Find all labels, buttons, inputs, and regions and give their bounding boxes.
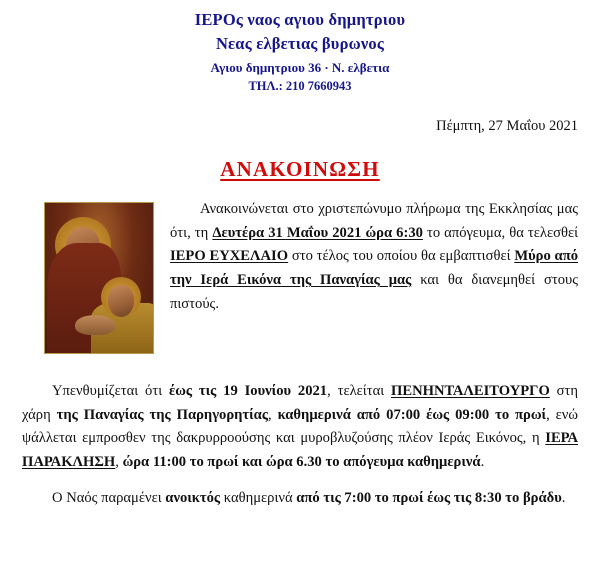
p3-text-3: . bbox=[561, 489, 566, 506]
p1-text-1: Ανακοινώνεται στο χριστεπώνυμο πλήρωμα της Εκκλησίας μας ότι, τη bbox=[170, 201, 578, 241]
p1-bold-service: ΙΕΡΟ ΕΥΧΕΛΑΙΟ bbox=[170, 248, 289, 265]
p2-text-4: , bbox=[268, 406, 278, 423]
church-name-line1: ΙΕΡΟς ναος αγιου δημητριου bbox=[194, 10, 406, 29]
p3-bold-open: ανοικτός bbox=[165, 489, 221, 506]
p2-text-5: , ενώ ψάλλεται εμπροσθεν της δακρυρροούσης και μυροβλυζούσης πλέον Ιεράς Εικόνος, η bbox=[22, 406, 578, 447]
p3-text-2: καθημερινά bbox=[220, 489, 297, 506]
p2-bold-deadline: έως τις 19 Ιουνίου 2021 bbox=[169, 383, 328, 400]
icon-hand bbox=[75, 315, 115, 335]
p2-bold-penintaleitourgo: ΠΕΝΗΝΤΑΛΕΙΤΟΥΡΓΟ bbox=[391, 383, 550, 400]
page-title: ΑΝΑΚΟΙΝΩΣΗ bbox=[220, 157, 380, 182]
church-phone: ΤΗΛ.: 210 7660943 bbox=[248, 79, 352, 94]
p1-text-3: στο τέλος του οποίου θα εμβαπτισθεί bbox=[288, 248, 515, 265]
p2-text-3: στη χάρη bbox=[22, 383, 579, 423]
p2-text-1: Υπενθυμίζεται ότι bbox=[52, 383, 169, 400]
paragraph-reminder bbox=[22, 380, 578, 475]
p2-bold-hours-paraklisi: ώρα 11:00 το πρωί και ώρα 6.30 το απόγευμα καθημερινά bbox=[122, 454, 481, 471]
p2-text-7: . bbox=[480, 454, 485, 471]
p2-bold-hours-morning: καθημερινά από 07:00 έως 09:00 το πρωί bbox=[277, 406, 547, 423]
p3-text-1: Ο Ναός παραμένει bbox=[52, 489, 166, 506]
church-name-line2: Νεας ελβετιας βυρωνος bbox=[215, 33, 385, 53]
p2-text-6: , bbox=[115, 454, 123, 471]
p3-bold-hours: από τις 7:00 το πρωί έως τις 8:30 το βράδυ bbox=[296, 489, 562, 506]
icon-face-child bbox=[108, 285, 134, 317]
p2-bold-panagia: της Παναγίας της Παρηγορητίας bbox=[56, 406, 268, 423]
document-header bbox=[0, 0, 600, 98]
paragraph-opening-hours bbox=[22, 487, 578, 511]
p2-bold-paraklisi: ΙΕΡΑ ΠΑΡΑΚΛΗΣΗ bbox=[22, 430, 578, 471]
document-body bbox=[0, 182, 600, 510]
p2-text-2: , τελείται bbox=[327, 383, 392, 400]
p1-bold-date: Δευτέρα 31 Μαΐου 2021 ώρα 6:30 bbox=[212, 224, 423, 241]
panagia-icon bbox=[44, 202, 154, 354]
p1-bold-myrrh: Μύρο από την Ιερά Εικόνα της Παναγίας μας bbox=[170, 248, 578, 289]
p1-text-2: το απόγευμα, θα τελεσθεί bbox=[422, 224, 579, 241]
document-date: Πέμπτη, 27 Μαΐου 2021 bbox=[436, 118, 578, 135]
p1-text-4: και θα διανεμηθεί στους πιστούς. bbox=[170, 272, 579, 312]
church-address: Αγιου δημητριου 36 · Ν. ελβετια bbox=[210, 59, 390, 75]
